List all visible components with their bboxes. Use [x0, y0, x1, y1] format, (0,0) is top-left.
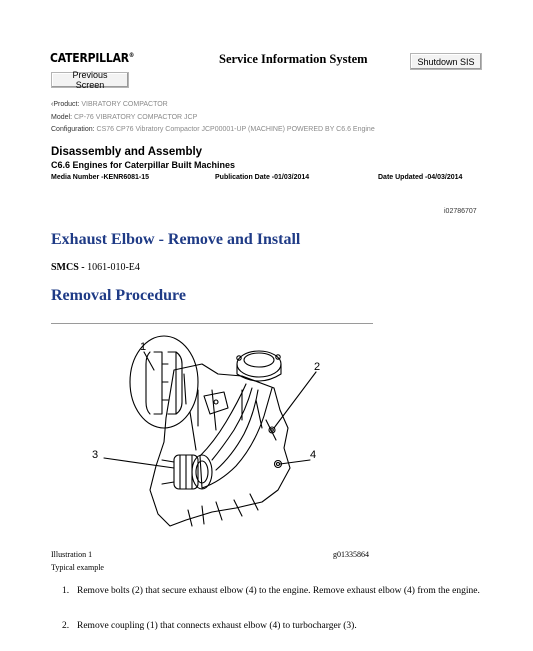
- logo-text: CATERPILLAR: [50, 51, 129, 65]
- illustration-caption: Typical example: [51, 563, 104, 572]
- document-id: i02786707: [444, 208, 477, 215]
- section-subtitle: C6.6 Engines for Caterpillar Built Machines: [51, 160, 236, 170]
- exhaust-elbow-illustration: [66, 330, 352, 530]
- callout-4: 4: [310, 449, 317, 461]
- configuration-value: CS76 CP76 Vibratory Compactor JCP00001-UP (MACHINE) POWERED BY C6.6 Engine: [96, 126, 375, 133]
- product-value: VIBRATORY COMPACTOR: [81, 101, 168, 108]
- step-number: 2.: [62, 621, 70, 631]
- model-line: [51, 114, 197, 121]
- date-updated: Date Updated -04/03/2014: [378, 174, 463, 181]
- model-value: CP-76 VIBRATORY COMPACTOR JCP: [73, 114, 198, 121]
- previous-screen-button[interactable]: Previous Screen: [51, 72, 129, 88]
- caterpillar-logo: [50, 51, 134, 65]
- callout-1: 1: [140, 341, 147, 353]
- app-title: Service Information System: [219, 52, 368, 66]
- product-line: [51, 101, 168, 108]
- smcs-code: [51, 262, 140, 273]
- smcs-value: 1061-010-E4: [87, 262, 140, 273]
- back-chevron-icon[interactable]: ‹: [51, 101, 54, 108]
- divider: [51, 323, 373, 324]
- step-item: [62, 620, 482, 632]
- callout-2: 2: [314, 361, 321, 373]
- model-label: Model:: [51, 114, 73, 121]
- illustration-id: g01335864: [333, 550, 369, 559]
- logo-registered-mark: ®: [128, 52, 135, 59]
- step-text: Remove coupling (1) that connects exhaust elbow (4) to turbocharger (3).: [77, 621, 357, 631]
- product-label: Product:: [53, 101, 80, 108]
- shutdown-sis-button[interactable]: Shutdown SIS: [410, 53, 482, 70]
- publication-date: Publication Date -01/03/2014: [215, 174, 310, 181]
- configuration-label: Configuration:: [51, 126, 95, 133]
- step-text: Remove bolts (2) that secure exhaust elbow (4) to the engine. Remove exhaust elbow (4) from the engine.: [77, 586, 480, 596]
- illustration-label: Illustration 1: [51, 550, 93, 559]
- section-title: Disassembly and Assembly: [51, 146, 203, 158]
- configuration-line: [51, 126, 375, 133]
- callout-3: 3: [92, 449, 99, 461]
- page-title: Exhaust Elbow - Remove and Install: [51, 231, 301, 248]
- procedure-heading: Removal Procedure: [51, 287, 186, 304]
- step-number: 1.: [62, 586, 70, 596]
- media-number: Media Number -KENR6081-15: [51, 174, 150, 181]
- smcs-label: SMCS -: [51, 262, 85, 273]
- step-item: [62, 585, 482, 597]
